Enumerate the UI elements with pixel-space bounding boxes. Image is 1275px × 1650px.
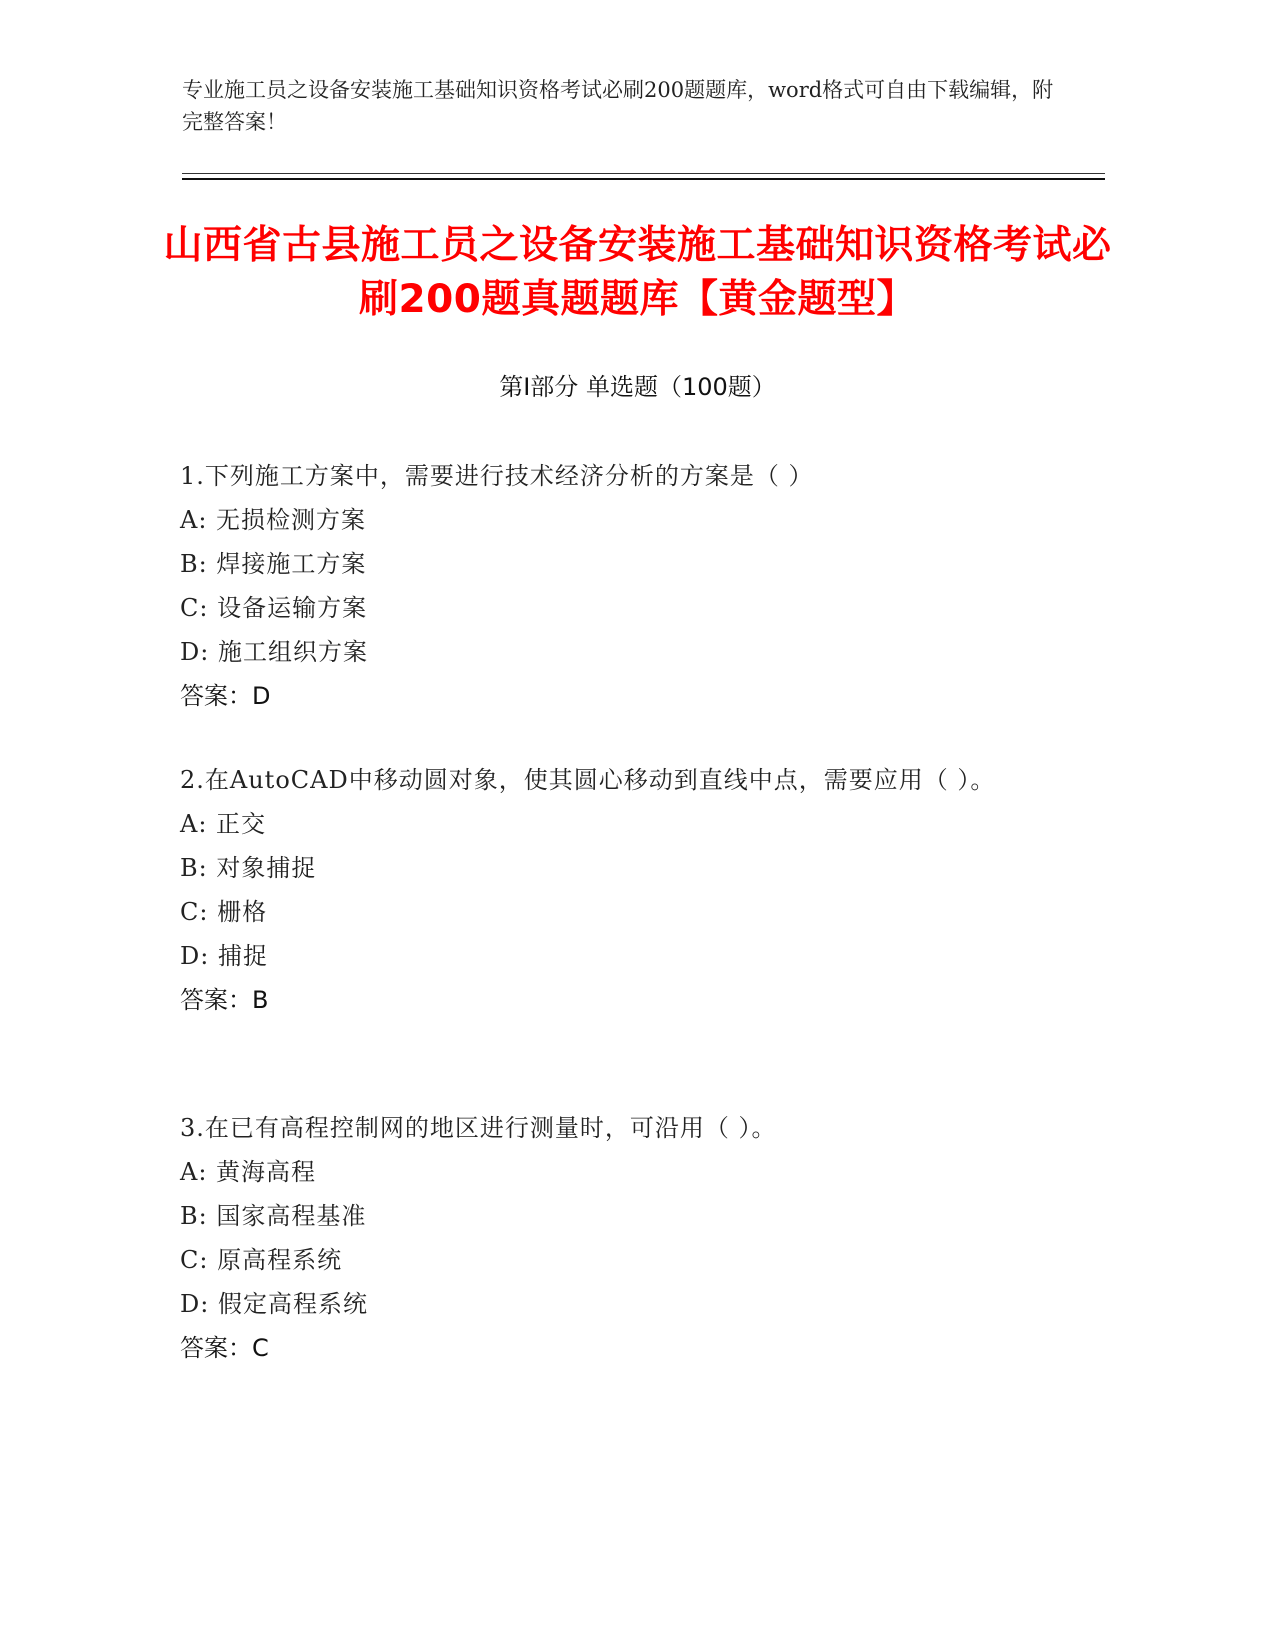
option-c: C: 设备运输方案: [180, 594, 368, 622]
answer: 答案：D: [180, 682, 271, 710]
question-1: [180, 454, 1040, 718]
document-title: 山西省古县施工员之设备安装施工基础知识资格考试必刷200题真题题库【黄金题型】: [163, 223, 1112, 322]
section-heading: 第I部分 单选题（100题）: [499, 373, 776, 401]
option-d: D: 假定高程系统: [180, 1290, 368, 1318]
option-a: A: 黄海高程: [180, 1158, 317, 1186]
header-note: 专业施工员之设备安装施工基础知识资格考试必刷200题题库，word格式可自由下载编辑，附完整答案！: [182, 78, 1054, 134]
question-text: 3.在已有高程控制网的地区进行测量时，可沿用（ ）。: [180, 1114, 777, 1142]
option-a: A: 正交: [180, 810, 267, 838]
option-d: D: 施工组织方案: [180, 638, 368, 666]
option-a: A: 无损检测方案: [180, 506, 367, 534]
option-b: B: 焊接施工方案: [180, 550, 367, 578]
option-c: C: 原高程系统: [180, 1246, 343, 1274]
question-2: [180, 758, 1040, 1022]
header-divider-thin: [182, 173, 1105, 174]
option-c: C: 栅格: [180, 898, 268, 926]
option-b: B: 国家高程基准: [180, 1202, 367, 1230]
option-b: B: 对象捕捉: [180, 854, 317, 882]
header-divider-thick: [182, 178, 1105, 180]
answer: 答案：B: [180, 986, 269, 1014]
option-d: D: 捕捉: [180, 942, 268, 970]
question-3: [180, 1106, 1040, 1370]
question-text: 1.下列施工方案中，需要进行技术经济分析的方案是（ ）: [180, 462, 814, 490]
answer: 答案：C: [180, 1334, 269, 1362]
question-text: 2.在AutoCAD中移动圆对象，使其圆心移动到直线中点，需要应用（ ）。: [180, 766, 996, 794]
